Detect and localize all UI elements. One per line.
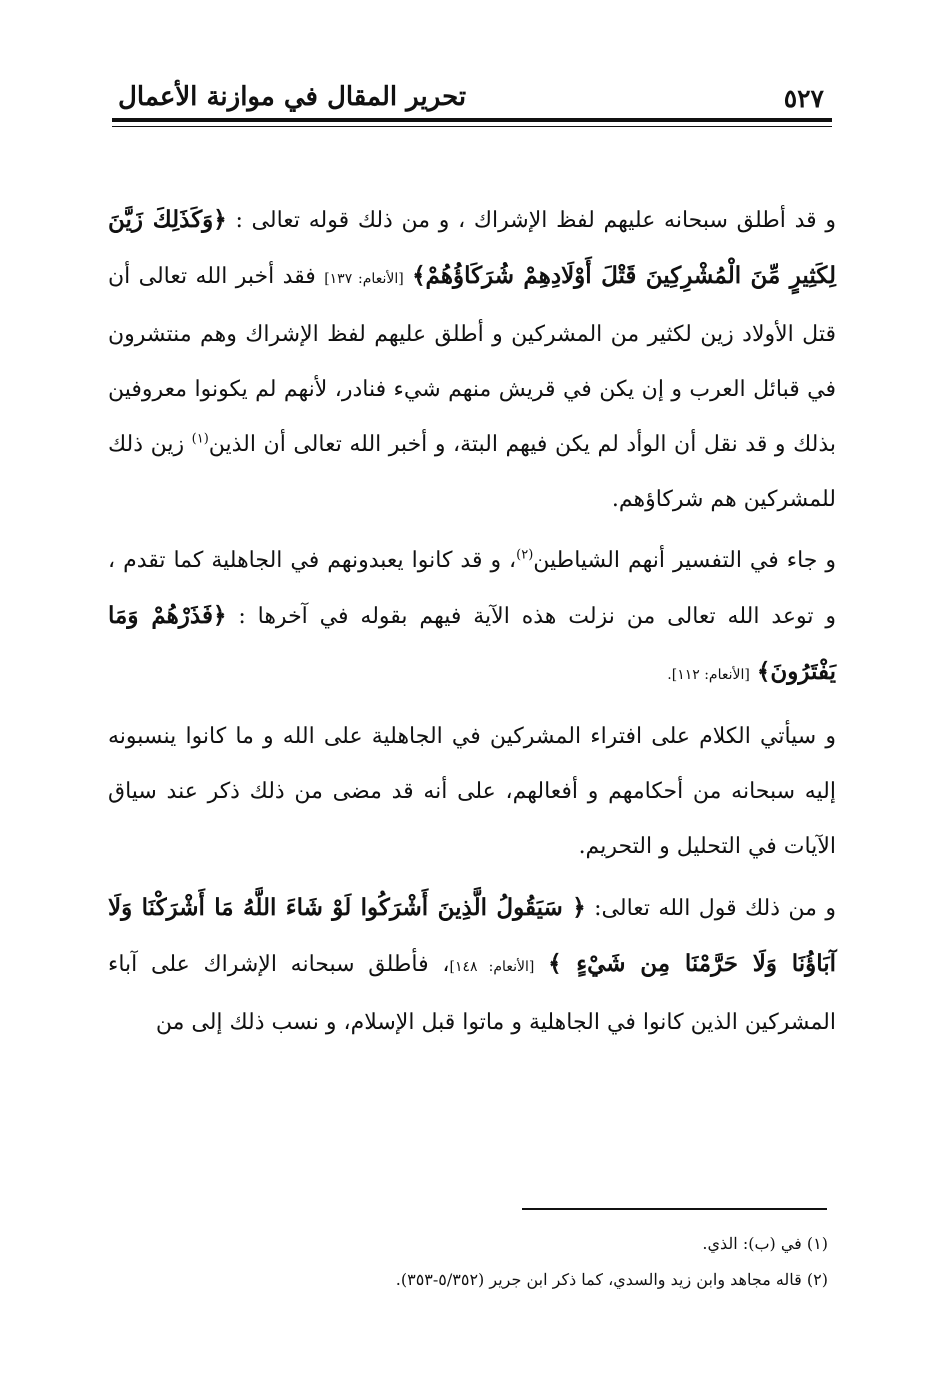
- paragraph-1-body: فقد أخبر الله تعالى أن قتل الأولاد زين لكثير من المشركين و أطلق عليهم لفظ الإشراك وهم منتشرون في قبائل العرب و إن يكن في قريش منهم شيء فنادر، لأنهم لم يكونوا معروفين بذلك و قد نقل أن الوأد لم يكن فيهم البتة، و أخبر الله تعالى أن الذين: [108, 264, 836, 457]
- paragraph-2-body: ، و قد كانوا يعبدونهم في الجاهلية كما تقدم ، و توعد الله تعالى من نزلت هذه الآية فيهم بقوله في آخرها :: [108, 548, 836, 629]
- header-rule-thin: [112, 126, 832, 127]
- header-rule-thick: [112, 118, 832, 122]
- paragraph-4-body: ، فأطلق سبحانه الإشراك على آباء المشركين الذين كانوا في الجاهلية و ماتوا قبل الإسلام، و نسب ذلك إلى من: [108, 952, 836, 1035]
- verse-1-reference: [الأنعام: ١٣٧]: [324, 271, 404, 287]
- running-title: تحرير المقال في موازنة الأعمال: [118, 82, 467, 112]
- paragraph-4: [108, 880, 836, 1050]
- footnote-1: (١) في (ب): الذي.: [702, 1234, 828, 1253]
- verse-3-reference: [الأنعام: ١٤٨]: [449, 959, 535, 975]
- footnote-2: (٢) قاله مجاهد وابن زيد والسدي، كما ذكر ابن جرير (٥/٣٥٢-٣٥٣).: [395, 1270, 828, 1289]
- footnote-marker-2: (٢): [516, 547, 534, 563]
- paragraph-4-start: و من ذلك قول الله تعالى:: [594, 896, 836, 921]
- paragraph-1-intro: و قد أطلق سبحانه عليهم لفظ الإشراك ، و من ذلك قوله تعالى :: [235, 208, 836, 233]
- verse-2-reference: [الأنعام: ١١٢].: [667, 667, 750, 683]
- footnote-marker-1: (١): [191, 431, 209, 447]
- quran-verse-3: ﴿ سَيَقُولُ الَّذِينَ أَشْرَكُوا لَوْ شَاءَ اللَّهُ مَا أَشْرَكْنَا وَلَا آبَاؤُنَا وَلَا حَرَّمْنَا مِن شَيْءٍ ﴾: [108, 894, 837, 977]
- quran-verse-2: ﴿فَذَرْهُمْ وَمَا يَفْتَرُونَ﴾: [108, 602, 836, 685]
- page-header: [112, 78, 832, 118]
- paragraph-3: و سيأتي الكلام على افتراء المشركين في الجاهلية على الله و ما كانوا ينسبونه إليه سبحانه من أحكامهم و أفعالهم، على أنه قد مضى من ذلك ذكر عند سياق الآيات في التحليل و التحريم.: [108, 724, 836, 859]
- footnotes: [200, 1226, 828, 1298]
- quran-verse-1: ﴿وَكَذَلِكَ زَيَّنَ لِكَثِيرٍ مِّنَ الْمُشْرِكِينَ قَتْلَ أَوْلَادِهِمْ شُرَكَاؤُهُمْ﴾: [108, 206, 836, 289]
- page-number: ٥٢٧: [783, 84, 824, 113]
- paragraph-1-end: زين ذلك للمشركين هم شركاؤهم.: [108, 432, 836, 512]
- paragraph-2-start: و جاء في التفسير أنهم الشياطين: [533, 548, 837, 573]
- paragraph-1: [108, 192, 836, 527]
- paragraph-2: [108, 533, 836, 703]
- footnote-separator: [522, 1208, 827, 1210]
- body-text: [108, 192, 836, 1050]
